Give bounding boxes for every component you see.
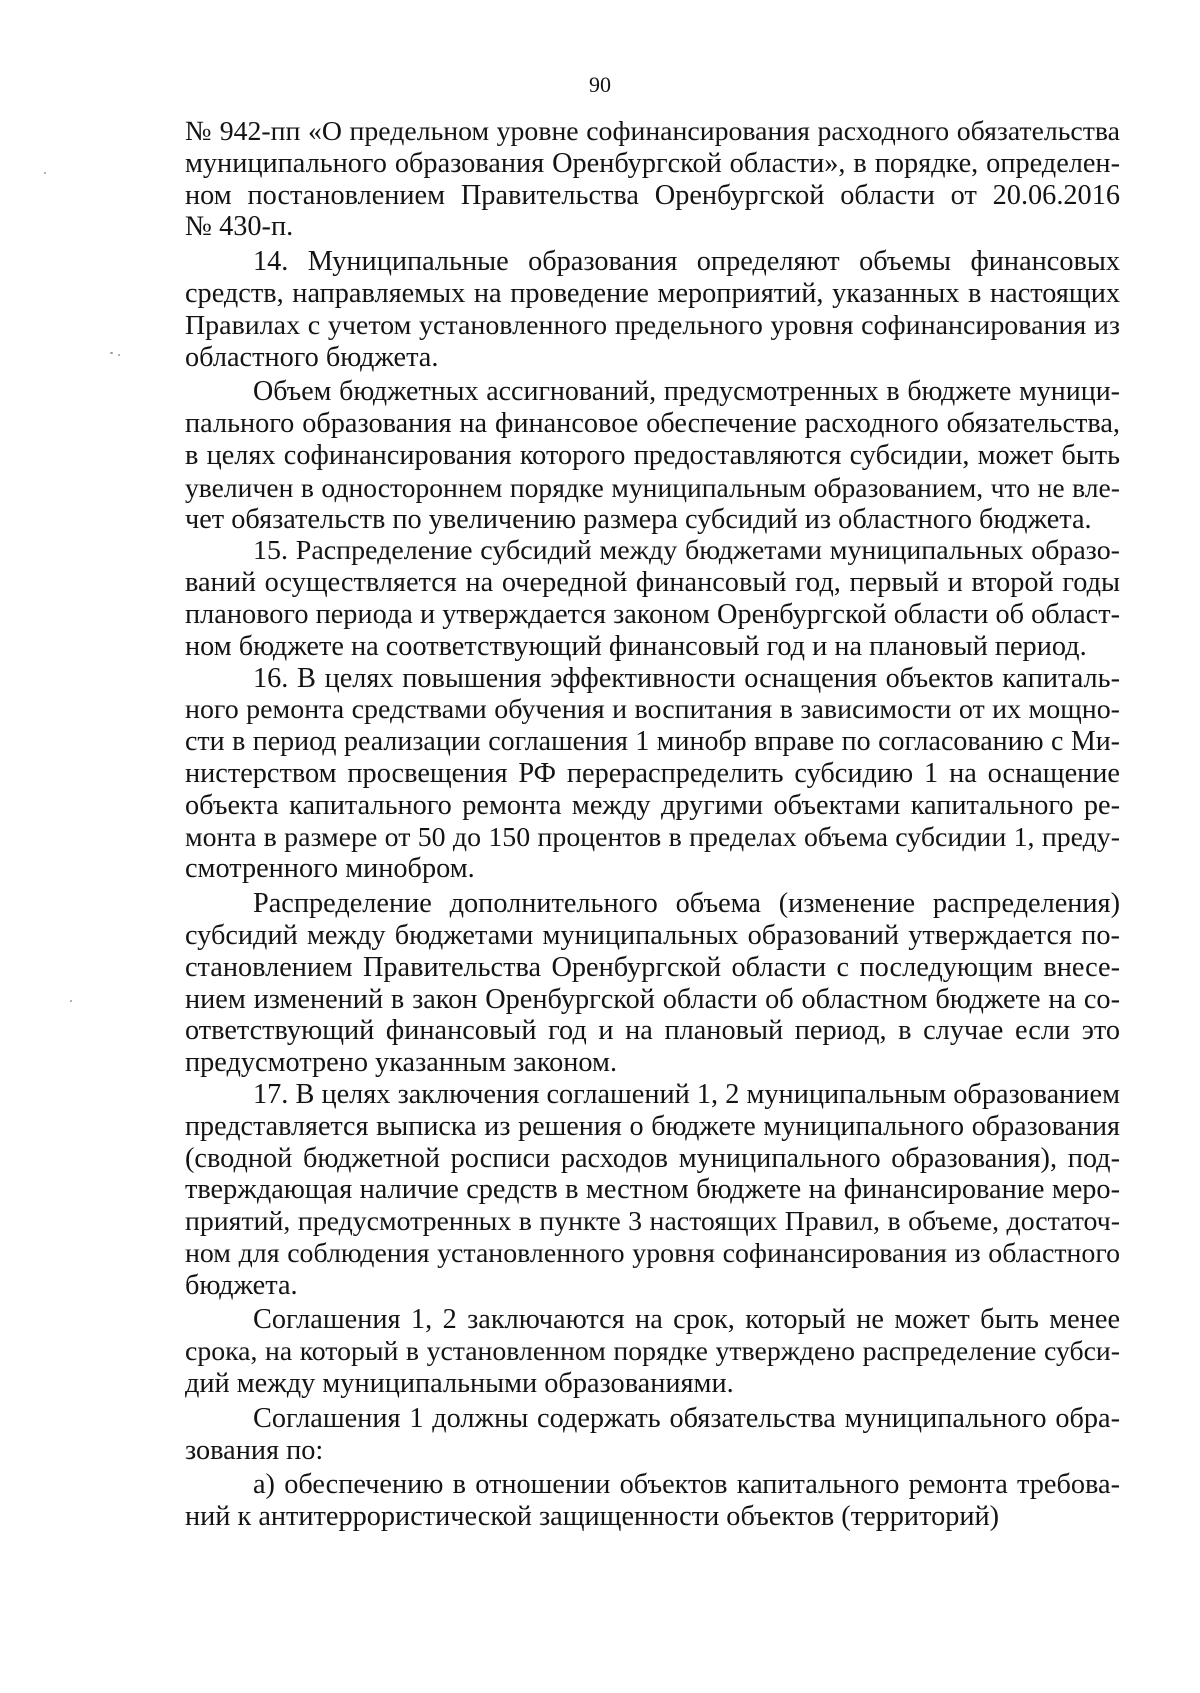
- text-line: ваний осуществляется на очередной финансовый год, первый и второй годы: [185, 567, 1120, 599]
- scan-speck: [110, 352, 113, 354]
- text-line: в целях софинансирования которого предоставляются субсидии, может быть: [185, 439, 1120, 471]
- text-line: ном для соблюдения установленного уровня софинансирования из областного: [185, 1237, 1120, 1269]
- paragraph: [185, 1304, 1120, 1399]
- text-line: ний к антитеррористической защищенности объектов (территорий): [185, 1501, 1000, 1533]
- text-line: пального образования на финансовое обеспечение расходного обязательства,: [185, 408, 1120, 440]
- paragraph-item-17: [185, 1079, 1120, 1302]
- text-line: областного бюджета.: [185, 341, 439, 373]
- text-line: 14. Муниципальные образования определяют объемы финансовых: [253, 246, 1120, 278]
- text-line: зования по:: [185, 1434, 324, 1466]
- text-line: Соглашения 1 должны содержать обязательства муниципального обра-: [253, 1402, 1120, 1434]
- text-line: 15. Распределение субсидий между бюджетами муниципальных образо-: [253, 535, 1120, 567]
- text-line: бюджета.: [185, 1269, 298, 1301]
- text-line: нистерством просвещения РФ перераспределить субсидию 1 на оснащение: [185, 757, 1120, 789]
- text-line: 16. В целях повышения эффективности оснащения объектов капиталь-: [253, 662, 1120, 694]
- text-line: дий между муниципальными образованиями.: [185, 1368, 734, 1400]
- text-line: № 430-п.: [185, 211, 294, 243]
- text-line: Соглашения 1, 2 заключаются на срок, который не может быть менее: [253, 1304, 1120, 1336]
- text-line: монта в размере от 50 до 150 процентов в пределах объема субсидии 1, преду-: [185, 821, 1120, 853]
- paragraph: [185, 1403, 1120, 1467]
- paragraph-item-14: [185, 246, 1120, 373]
- text-line: сти в период реализации соглашения 1 минобр вправе по согласованию с Ми-: [185, 726, 1120, 758]
- text-line: представляется выписка из решения о бюджете муниципального образования: [185, 1110, 1120, 1142]
- text-line: средств, направляемых на проведение мероприятий, указанных в настоящих: [185, 277, 1120, 309]
- text-line: чет обязательств по увеличению размера субсидий из областного бюджета.: [185, 503, 1092, 535]
- text-line: ного ремонта средствами обучения и воспитания в зависимости от их мощно-: [185, 694, 1120, 726]
- paragraph: [185, 116, 1120, 243]
- text-line: объекта капитального ремонта между другими объектами капитального ре-: [185, 789, 1120, 821]
- text-line: предусмотрено указанным законом.: [185, 1047, 618, 1079]
- text-line: Распределение дополнительного объема (изменение распределения): [253, 888, 1120, 920]
- text-line: срока, на который в установленном порядке утверждено распределение субси-: [185, 1336, 1120, 1368]
- paragraph: [185, 1469, 1120, 1533]
- text-line: увеличен в одностороннем порядке муниципальным образованием, что не вле-: [185, 471, 1120, 503]
- scan-speck: [118, 354, 120, 356]
- text-line: субсидий между бюджетами муниципальных образований утверждается по-: [185, 919, 1120, 951]
- text-line: планового периода и утверждается законом Оренбургской области об област-: [185, 598, 1120, 630]
- page-number: 90: [589, 72, 611, 97]
- text-line: муниципального образования Оренбургской области», в порядке, определен-: [185, 147, 1120, 179]
- text-line: смотренного минобром.: [185, 853, 475, 885]
- scan-speck: [70, 1000, 72, 1002]
- text-line: № 942-пп «О предельном уровне софинансирования расходного обязательства: [185, 116, 1120, 147]
- text-line: Правилах с учетом установленного предельного уровня софинансирования из: [185, 309, 1120, 341]
- text-line: тверждающая наличие средств в местном бюджете на финансирование меро-: [185, 1174, 1120, 1206]
- text-line: а) обеспечению в отношении объектов капитального ремонта требова-: [253, 1469, 1120, 1501]
- paragraph: [185, 376, 1120, 535]
- text-line: становлением Правительства Оренбургской области с последующим внесе-: [185, 951, 1120, 983]
- text-line: приятий, предусмотренных в пункте 3 настоящих Правил, в объеме, достаточ-: [185, 1206, 1120, 1238]
- text-line: (сводной бюджетной росписи расходов муниципального образования), под-: [185, 1142, 1120, 1174]
- paragraph-item-15: [185, 535, 1120, 662]
- scan-speck: [44, 172, 46, 174]
- paragraph-item-16: [185, 663, 1120, 886]
- text-line: 17. В целях заключения соглашений 1, 2 муниципальным образованием: [253, 1078, 1120, 1110]
- text-line: ответствующий финансовый год и на плановый период, в случае если это: [185, 1015, 1120, 1047]
- text-line: ном бюджете на соответствующий финансовый год и на плановый период.: [185, 630, 1087, 662]
- paragraph: [185, 888, 1120, 1079]
- text-line: нием изменений в закон Оренбургской области об областном бюджете на со-: [185, 983, 1120, 1015]
- body-text: [185, 116, 1120, 1533]
- text-line: Объем бюджетных ассигнований, предусмотренных в бюджете муници-: [253, 376, 1120, 408]
- text-line: ном постановлением Правительства Оренбургской области от 20.06.2016: [185, 179, 1120, 211]
